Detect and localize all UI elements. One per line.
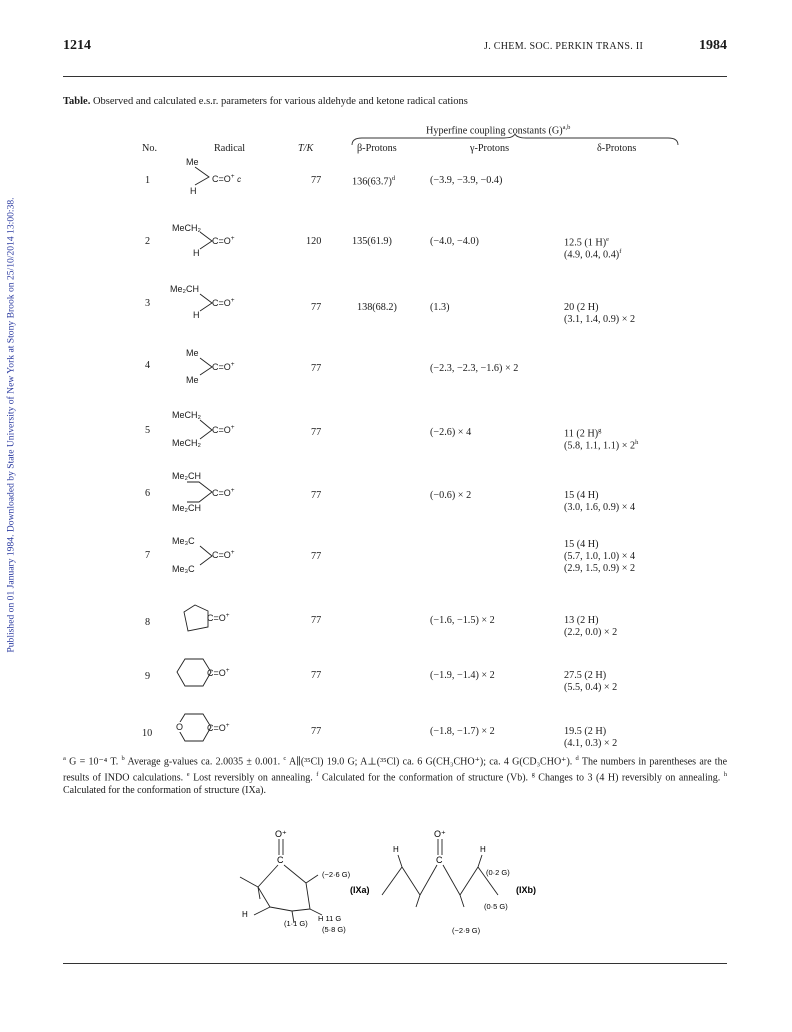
substituent-bottom: Me₂CH [172,503,201,513]
row-number: 7 [145,550,151,561]
svg-text:H: H [393,845,399,854]
carbonyl-group: C=O+ [207,612,230,623]
gamma-value: (−0.6) × 2 [430,490,472,501]
svg-text:H: H [480,845,486,854]
journal-year: 1984 [699,38,727,53]
col-header-radical: Radical [214,143,246,154]
gamma-value: (−1.9, −1.4) × 2 [430,670,495,681]
gamma-value: (−1.6, −1.5) × 2 [430,615,495,626]
svg-text:(IXb): (IXb) [516,885,536,895]
delta-value: 13 (2 H) [564,615,599,626]
carbonyl-group: C=O+ [212,487,235,498]
svg-text:C: C [436,855,443,865]
row-number: 6 [145,488,151,499]
svg-text:(−2·6 G): (−2·6 G) [322,870,351,879]
beta-value: $136(63.7)^d$ [352,175,396,188]
substituent-top: Me [186,157,199,167]
substituent-bottom: MeCH₂ [172,438,201,448]
download-watermark [3,190,19,660]
beta-value: 138(68.2) [357,302,397,313]
row-number: 9 [145,671,151,682]
row-number: 5 [145,425,151,436]
svg-text:(0·5 G): (0·5 G) [484,902,508,911]
col-header-no: No. [142,143,157,154]
svg-text:O⁺: O⁺ [275,829,287,839]
delta-calculated: (3.0, 1.6, 0.9) × 4 [564,502,636,513]
substituent-top: MeCH₂ [172,223,201,233]
row-number: 2 [145,236,151,247]
substituent-bottom: Me [186,375,199,385]
gamma-value: (−3.9, −3.9, −0.4) [430,175,503,186]
substituent-bottom: Me₃C [172,564,195,574]
gamma-value: (1.3) [430,302,450,313]
delta-value: 20 (2 H) [564,302,599,313]
delta-calculated: (5.8, 1.1, $1.1) \times 2^h$ [564,439,639,452]
svg-text:(5·8 G): (5·8 G) [322,925,346,934]
row-number: 10 [142,728,153,739]
conformation-figure [230,825,560,940]
delta-value: 15 (4 H) [564,539,599,550]
delta-calculated: (2.9, 1.5, 0.9) × 2 [564,563,636,574]
gamma-value: (−2.6) × 4 [430,427,472,438]
carbonyl-group: C=O+ c [212,173,242,184]
carbonyl-group: C=O+ [212,235,235,246]
svg-text:H 11 G: H 11 G [318,914,342,923]
journal-name: J. CHEM. SOC. PERKIN TRANS. II [484,41,644,52]
gamma-value: (−1.8, −1.7) × 2 [430,726,495,737]
delta-calculated: (2.2, 0.0) × 2 [564,627,618,638]
temperature: 120 [306,236,322,247]
row-number: 4 [145,360,151,371]
substituent-bottom: H [190,186,197,196]
row-number: 3 [145,298,151,309]
substituent-top: Me [186,348,199,358]
temperature: 77 [311,427,322,438]
temperature: 77 [311,670,322,681]
col-header-gamma: γ-Protons [470,143,510,154]
footer-rule [63,963,727,964]
svg-text:(IXa): (IXa) [350,885,370,895]
gamma-value: (−4.0, −4.0) [430,236,479,247]
svg-text:C: C [277,855,284,865]
temperature: 77 [311,363,322,374]
col-header-delta: δ-Protons [597,143,637,154]
col-header-beta: β-Protons [357,143,397,154]
ring-oxygen: O [176,722,184,732]
delta-value: 12.5 (1 H)$^e$ [564,236,610,249]
delta-value: 11 (2 H)$^g$ [564,427,602,440]
carbonyl-group: C=O+ [212,424,235,435]
caption-text: Observed and calculated e.s.r. parameters for various aldehyde and ketone radical cations [92,96,468,107]
col-header-temp: T/K [298,143,314,154]
delta-value: 27.5 (2 H) [564,670,607,681]
carbonyl-group: C=O+ [212,549,235,560]
temperature: 77 [311,302,322,313]
delta-calculated: (4.1, 0.3) × 2 [564,738,618,749]
temperature: 77 [311,551,322,562]
watermark-text: Published on 01 January 1984. Downloaded by State University of New York at Stony Brook on 25/10/2014 13:00:38. [5,197,17,653]
gamma-value: (−2.3, −2.3, −1.6) × 2 [430,363,519,374]
delta-value: 15 (4 H) [564,490,599,501]
svg-text:(0·2 G): (0·2 G) [486,868,510,877]
carbonyl-group: C=O+ [207,722,230,733]
substituent-bottom: H [193,310,200,320]
substituent-top: Me₂CH [172,471,201,481]
bond-lines [185,480,215,506]
substituent-top: Me₂CH [170,284,199,294]
delta-calculated: (5.5, 0.4) × 2 [564,682,618,693]
temperature: 77 [311,726,322,737]
row-number: 1 [145,175,151,186]
group-header: Hyperfine coupling constants $(G)^{a,b}$ [426,124,571,137]
bond-lines [193,165,213,189]
substituent-top: Me₃C [172,536,195,546]
carbonyl-group: C=O+ [212,361,235,372]
temperature: 77 [311,175,322,186]
beta-value: 135(61.9) [352,236,392,247]
svg-text:H: H [242,910,248,919]
carbonyl-group: C=O+ [207,667,230,678]
svg-text:(−2·9 G): (−2·9 G) [452,926,481,935]
caption-label: Table. [63,96,91,107]
delta-calculated: (5.7, 1.0, 1.0) × 4 [564,551,636,562]
carbonyl-group: C=O+ [212,297,235,308]
substituent-bottom: H [193,248,200,258]
table-caption [63,96,468,107]
svg-text:O⁺: O⁺ [434,829,446,839]
delta-value: 19.5 (2 H) [564,726,607,737]
temperature: 77 [311,615,322,626]
delta-calculated: (4.9, 0.4, 0.4)$^f$ [564,248,622,261]
temperature: 77 [311,490,322,501]
table-footnotes: $^a$ G = 10⁻⁴ T. $^b$ Average g-values ca. 2.0035 ± 0.001. $^c$ A∥(³⁵Cl) 19.0 G; A⊥(³⁵Cl) ca. 6 G(CH₃CHO⁺); ca. 4 G(CD₃CHO⁺). $^d$ The numbers in parentheses are the results of INDO calculations. $^e$ Lost reversibly on annealing. $^f$ Calculated for the conformation of structure (Vb). $^g$ Changes to 3 (4 H) reversibly on annealing. $^h$ Calculated for the conformation of structure (IXa). [63,755,728,796]
row-number: 8 [145,617,151,628]
page-number: 1214 [63,38,91,53]
delta-calculated: (3.1, 1.4, 0.9) × 2 [564,314,636,325]
substituent-top: MeCH₂ [172,410,201,420]
header-rule [63,76,727,77]
svg-text:(1·1 G): (1·1 G) [284,919,308,928]
